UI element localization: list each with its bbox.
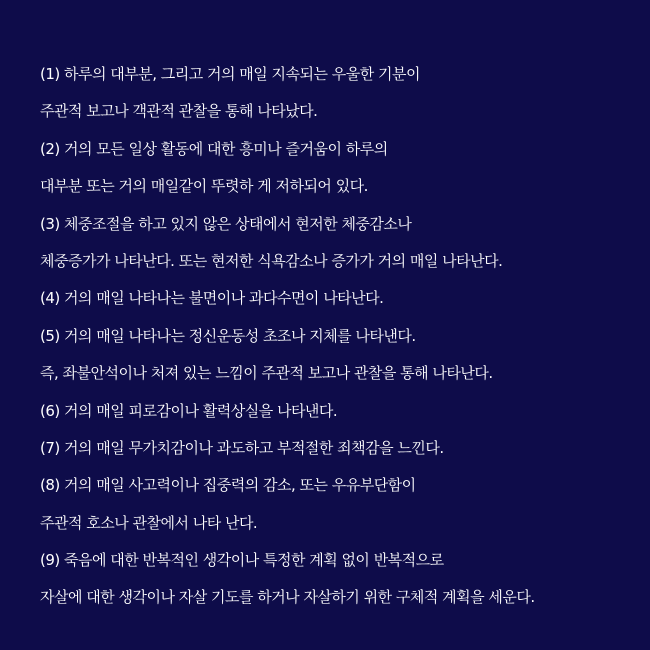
- criterion-6-line-1: (6) 거의 매일 피로감이나 활력상실을 나타낸다.: [40, 401, 338, 420]
- criterion-5-line-2: 즉, 좌불안석이나 처져 있는 느낌이 주관적 보고나 관찰을 통해 나타난다.: [40, 364, 493, 383]
- criterion-9-line-1: (9) 죽음에 대한 반복적인 생각이나 특정한 계획 없이 반복적으로: [40, 551, 444, 570]
- criterion-2-line-2: 대부분 또는 거의 매일같이 뚜렷하 게 저하되어 있다.: [40, 177, 368, 196]
- criterion-1-line-1: (1) 하루의 대부분, 그리고 거의 매일 지속되는 우울한 기분이: [40, 65, 420, 83]
- criterion-7-line-1: (7) 거의 매일 무가치감이나 과도하고 부적절한 죄책감을 느낀다.: [40, 438, 444, 457]
- criterion-2-line-1: (2) 거의 모든 일상 활동에 대한 흥미나 즐거움이 하루의: [40, 139, 388, 158]
- criterion-8-line-2: 주관적 호소나 관찰에서 나타 난다.: [40, 513, 258, 532]
- criterion-5-line-1: (5) 거의 매일 나타나는 정신운동성 초조나 지체를 나타낸다.: [40, 326, 416, 345]
- criterion-1-line-2: 주관적 보고나 객관적 관찰을 통해 나타났다.: [40, 102, 318, 121]
- criterion-3-line-1: (3) 체중조절을 하고 있지 않은 상태에서 현저한 체중감소나: [40, 214, 412, 233]
- criterion-4-line-1: (4) 거의 매일 나타나는 불면이나 과다수면이 나타난다.: [40, 289, 384, 308]
- criterion-3-line-2: 체중증가가 나타난다. 또는 현저한 식욕감소나 증가가 거의 매일 나타난다.: [40, 251, 503, 270]
- criterion-8-line-1: (8) 거의 매일 사고력이나 집중력의 감소, 또는 우유부단함이: [40, 476, 416, 495]
- criterion-9-line-2: 자살에 대한 생각이나 자살 기도를 하거나 자살하기 위한 구체적 계획을 세운다.: [40, 588, 535, 607]
